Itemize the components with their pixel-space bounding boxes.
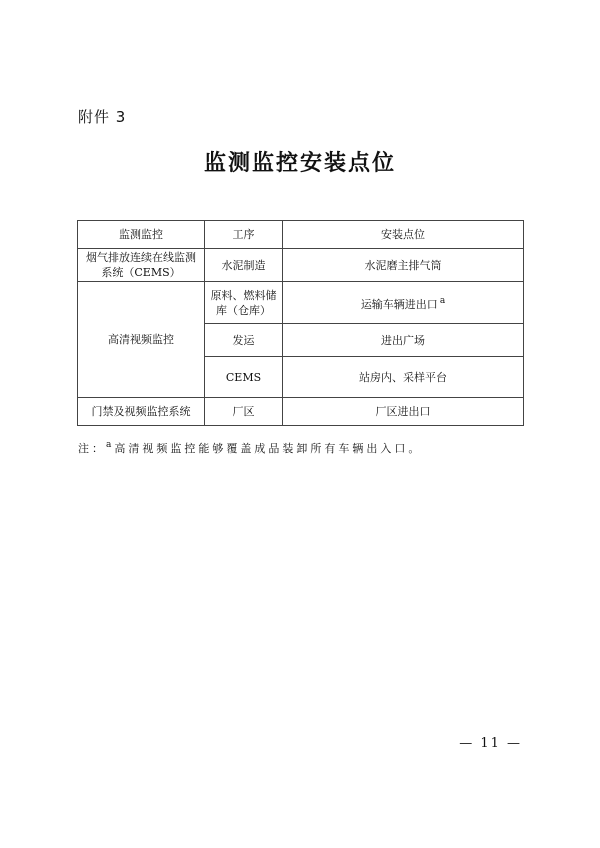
note-text: 高清视频监控能够覆盖成品装卸所有车辆出入口。 [114, 442, 423, 455]
cell-process-plant: 厂区 [205, 398, 283, 426]
annex-label: 附件 3 [78, 108, 127, 126]
cell-monitoring-video: 高清视频监控 [78, 282, 205, 398]
cell-location-plant-gate: 厂区进出口 [283, 398, 524, 426]
cell-location-station: 站房内、采样平台 [283, 357, 524, 398]
cell-process-storage: 原料、燃料储库（仓库） [205, 282, 283, 324]
document-title: 监测监控安装点位 [203, 151, 396, 176]
table-note [78, 440, 422, 456]
header-monitoring: 监测监控 [78, 221, 205, 249]
cell-location-vehicle-gate [283, 282, 524, 324]
cell-monitoring-access: 门禁及视频监控系统 [78, 398, 205, 426]
table-row [78, 249, 524, 282]
cell-process-shipping: 发运 [205, 324, 283, 357]
table-row [78, 398, 524, 426]
cell-process-cems: CEMS [205, 357, 283, 398]
header-process: 工序 [205, 221, 283, 249]
note-marker: a [106, 440, 112, 451]
cell-process-cement: 水泥制造 [205, 249, 283, 282]
cell-location-plaza: 进出广场 [283, 324, 524, 357]
page-number: — 11 — [459, 736, 522, 751]
location-text: 运输车辆进出口 [360, 297, 438, 311]
cell-monitoring-cems: 烟气排放连续在线监测系统（CEMS） [78, 249, 205, 282]
table-header-row [78, 221, 524, 249]
installation-points-table [77, 220, 524, 426]
note-prefix: 注： [78, 442, 106, 455]
cell-location-mill-stack: 水泥磨主排气筒 [283, 249, 524, 282]
table-row [78, 282, 524, 324]
footnote-marker: a [439, 295, 446, 306]
header-location: 安装点位 [283, 221, 524, 249]
